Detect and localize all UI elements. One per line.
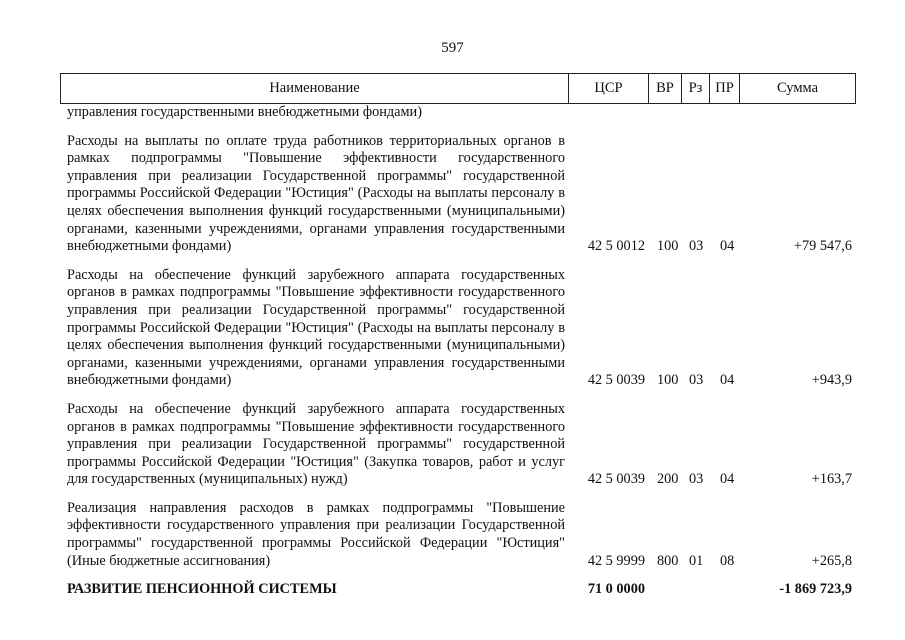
row-description: Расходы на обеспечение функций зарубежного аппарата государственных органов в рамках подпрограммы "Повышение эффективности государственного управления при реализации Государственной программы" государственной программы Российской Федерации "Юстиция" (Закупка товаров, работ и услуг для государственных (муниципальных) нужд) <box>67 400 565 488</box>
row-vr: 200 <box>657 471 679 488</box>
row-csr: 42 5 0039 <box>587 372 645 389</box>
row-csr: 42 5 0012 <box>587 238 645 255</box>
row-description: Расходы на обеспечение функций зарубежного аппарата государственных органов в рамках подпрограммы "Повышение эффективности государственного управления при реализации Государственной программы" государственной программы Российской Федерации "Юстиция" (Расходы на выплаты персоналу в целях обеспечения выполнения функций государственными (муниципальными) органами, казенными учреждениями, органами управления государственными внебюджетными фондами) <box>67 266 565 389</box>
row-rz: 03 <box>689 471 704 488</box>
total-sum: -1 869 723,9 <box>779 581 852 598</box>
row-pr: 04 <box>720 372 735 389</box>
row-sum: +943,9 <box>811 372 852 389</box>
row-description: Расходы на выплаты по оплате труда работников территориальных органов в рамках подпрограммы "Повышение эффективности государственного управления при реализации Государственной программы" государственной программы Российской Федерации "Юстиция" (Расходы на выплаты персоналу в целях обеспечения выполнения функций государственными (муниципальными) органами, казенными учреждениями, органами управления государственными внебюджетными фондами) <box>67 132 565 255</box>
total-description: РАЗВИТИЕ ПЕНСИОННОЙ СИСТЕМЫ <box>67 581 337 598</box>
row-pr: 08 <box>720 552 735 569</box>
table-row <box>60 401 856 489</box>
row-pr: 04 <box>720 471 735 488</box>
table-row <box>60 267 856 390</box>
header-vr: ВР <box>648 74 681 103</box>
header-pr: ПР <box>709 74 739 103</box>
total-row <box>60 581 856 599</box>
row-csr: 42 5 0039 <box>587 471 645 488</box>
row-csr: 42 5 9999 <box>587 552 645 569</box>
header-csr: ЦСР <box>568 74 648 103</box>
row-description: Реализация направления расходов в рамках подпрограммы "Повышение эффективности государственного управления при реализации Государственной программы" государственной программы Российской Федерации "Юстиция" (Иные бюджетные ассигнования) <box>67 499 565 569</box>
continuation-text: управления государственными внебюджетными фондами) <box>67 104 422 120</box>
table-row <box>60 133 856 256</box>
total-csr: 71 0 0000 <box>587 581 645 598</box>
table-body <box>60 104 856 599</box>
table-row <box>60 500 856 570</box>
row-vr: 100 <box>657 372 679 389</box>
row-vr: 100 <box>657 238 679 255</box>
row-rz: 03 <box>689 372 704 389</box>
row-rz: 03 <box>689 238 704 255</box>
table-header <box>60 73 856 104</box>
row-sum: +163,7 <box>811 471 852 488</box>
row-sum: +79 547,6 <box>793 238 852 255</box>
row-rz: 01 <box>689 552 704 569</box>
page-number: 597 <box>441 40 464 56</box>
header-rz: Рз <box>681 74 709 103</box>
header-name: Наименование <box>269 80 360 96</box>
header-sum: Сумма <box>739 74 855 103</box>
row-sum: +265,8 <box>811 552 852 569</box>
row-pr: 04 <box>720 238 735 255</box>
row-vr: 800 <box>657 552 679 569</box>
continuation-row <box>60 104 856 122</box>
